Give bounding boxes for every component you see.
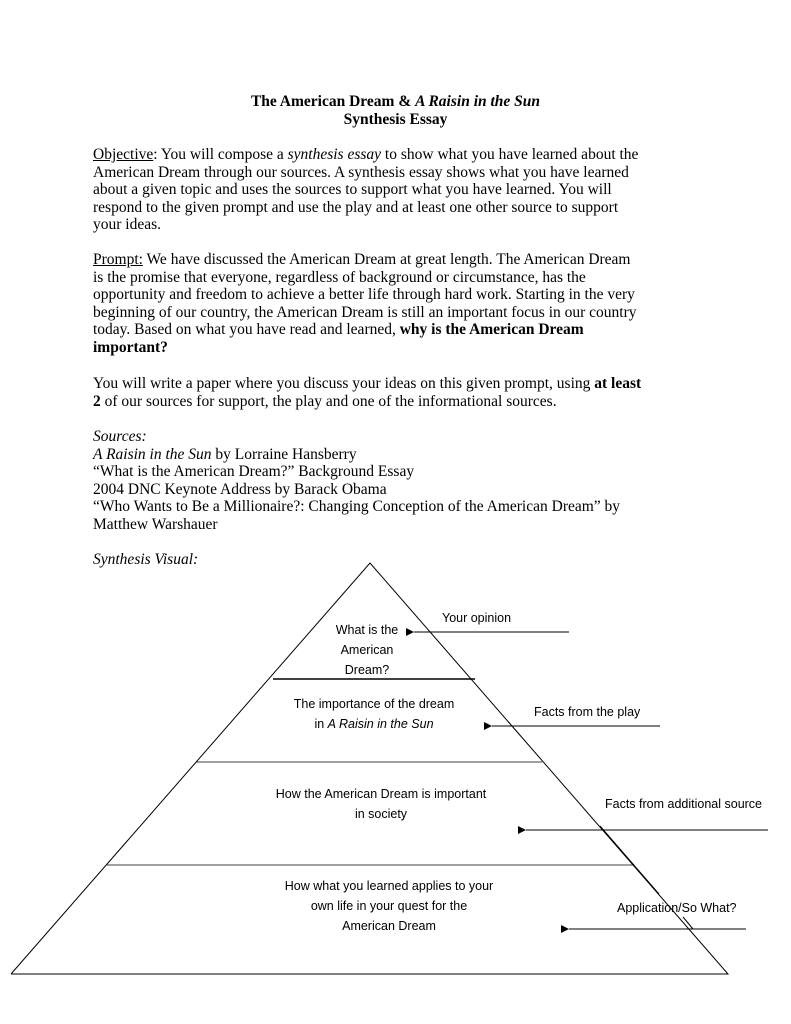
tier-1-text: [317, 620, 417, 680]
sources-heading: Sources:: [93, 428, 147, 445]
tier-line: The importance of the dream: [293, 697, 455, 711]
label-application: Application/So What?: [617, 901, 737, 915]
prompt-question: why is the American Dream: [399, 321, 584, 339]
prompt-line: is the promise that everyone, regardless of background or circumstance, has the: [93, 268, 586, 286]
prompt-question: important?: [93, 338, 168, 356]
objective-label: Objective: [93, 146, 154, 163]
tier-line: own life in your quest for the: [310, 899, 468, 913]
prompt-text: today. Based on what you have read and learned,: [93, 321, 400, 339]
assignment-text: You will write a paper where you discuss your ideas on this given prompt, using: [93, 375, 595, 392]
tier-4-text: [239, 876, 539, 936]
tier-2-text: [264, 694, 484, 734]
application-connector: [683, 917, 693, 929]
tier-line: American Dream: [342, 919, 436, 933]
assignment-text: of our sources for support, the play and one of the informational sources.: [100, 392, 557, 410]
prompt-label: Prompt:: [93, 251, 143, 268]
tier-line: How the American Dream is important: [275, 787, 487, 801]
visual-heading: Synthesis Visual:: [93, 551, 199, 568]
source-author: by Lorraine Hansberry: [211, 445, 357, 463]
tier-line: How what you learned applies to your: [284, 879, 494, 893]
assignment-emphasis: at least: [594, 375, 642, 392]
source-item: “What is the American Dream?” Background Essay: [93, 463, 415, 481]
prompt-line: opportunity and freedom to achieve a better life through hard work. Starting in the very: [93, 286, 635, 304]
objective-line: your ideas.: [93, 216, 162, 234]
source-title: A Raisin in the Sun: [93, 445, 212, 463]
tier-play-name: A Raisin in the Sun: [327, 717, 434, 731]
label-facts-play: Facts from the play: [534, 705, 641, 719]
title-play-name: A Raisin in the Sun: [415, 93, 541, 110]
objective-line: respond to the given prompt and use the play and at least one other source to support: [93, 198, 619, 216]
label-facts-additional: Facts from additional source: [605, 797, 763, 811]
prompt-text: We have discussed the American Dream at great length. The American Dream: [142, 251, 631, 268]
objective-line: about a given topic and uses the sources to support what you have learned. You will: [93, 181, 612, 199]
objective-emphasis: synthesis essay: [287, 146, 382, 163]
source-item: 2004 DNC Keynote Address by Barack Obama: [93, 480, 387, 498]
objective-line: American Dream through our sources. A synthesis essay shows what you have learned: [93, 163, 629, 181]
tier-3-text: [231, 784, 531, 824]
assignment-emphasis: 2: [93, 392, 101, 410]
tier-line: American: [340, 643, 394, 657]
tier-line: in society: [354, 807, 408, 821]
source-item: “Who Wants to Be a Millionaire?: Changing Conception of the American Dream” by: [93, 498, 621, 516]
pyramid-edge-extension: [600, 826, 659, 894]
tier-line: Dream?: [344, 663, 390, 677]
label-your-opinion: Your opinion: [442, 611, 512, 625]
prompt-line: beginning of our country, the American Dream is still an important focus in our country: [93, 303, 637, 321]
objective-text: to show what you have learned about the: [381, 146, 639, 163]
tier-line: in: [314, 717, 328, 731]
source-item-continued: Matthew Warshauer: [93, 515, 218, 533]
tier-line: What is the: [335, 623, 399, 637]
document-subtitle: Synthesis Essay: [343, 111, 448, 128]
objective-text: : You will compose a: [153, 146, 288, 163]
title-text: The American Dream &: [250, 93, 416, 110]
